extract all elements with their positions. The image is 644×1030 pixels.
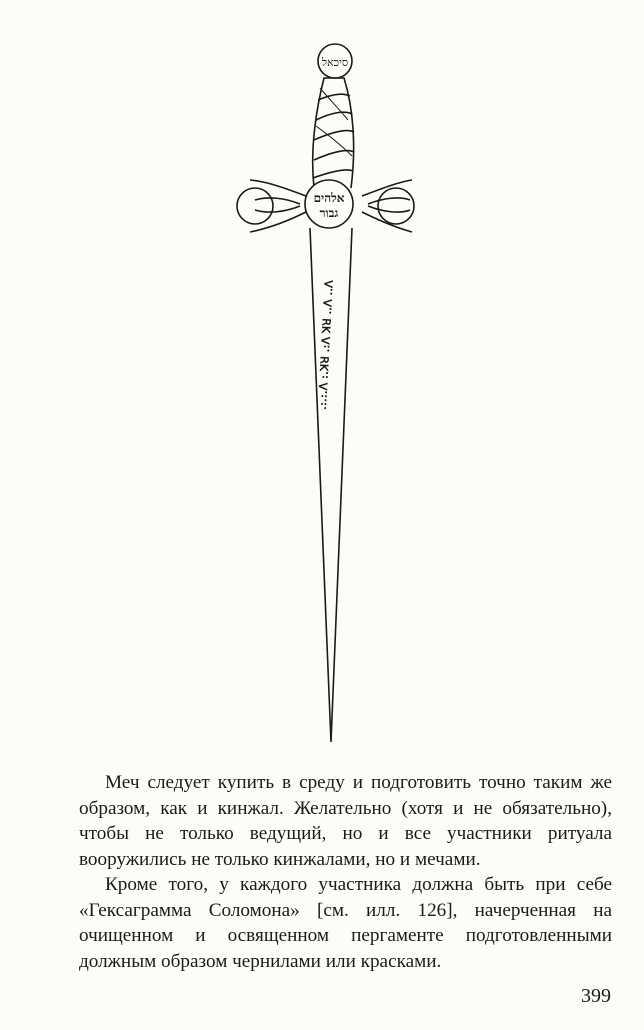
pommel-inscription: סיכאל <box>321 56 349 69</box>
crossguard-right-disc <box>378 188 414 224</box>
crossguard-right <box>362 180 412 232</box>
crossguard-left-disc <box>237 188 273 224</box>
paragraph-2: Кроме того, у каждого участника должна быть при себе «Гексаграмма Соломона» [см. илл. 126], начерченная на очищенном и освященном пергаменте подготовленными должным образом чернилами или красками. <box>79 874 612 972</box>
guard-inscription-line1: אלהים <box>313 191 345 205</box>
body-text <box>79 770 612 974</box>
page-number: 399 <box>581 985 611 1007</box>
paragraph-1: Меч следует купить в среду и подготовить точно таким же образом, как и кинжал. Желательно (хотя и не обязательно), чтобы не только ведущий, но и все участники ритуала вооружились не только кинжалами, но и мечами. <box>79 772 612 870</box>
blade-inscription: .:.:.ꓥ :.ꓘꓤ .:ꓥ ꓘꓤ ..ꓥ ..ꓥ <box>316 279 336 411</box>
guard-inscription-line2: גבור <box>319 206 339 220</box>
